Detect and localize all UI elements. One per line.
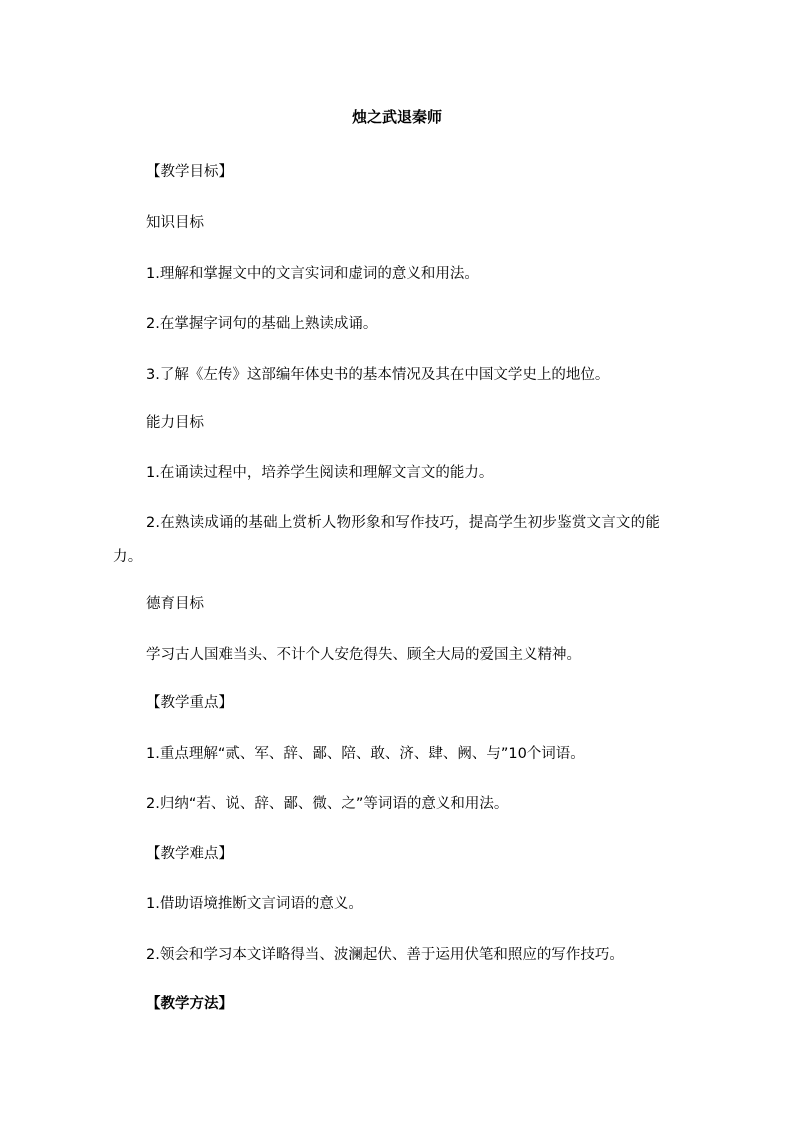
knowledge-item-1: 1.理解和掌握文中的文言实词和虚词的意义和用法。: [146, 266, 479, 282]
knowledge-objectives-heading: 知识目标: [146, 215, 204, 231]
difficulty-item-2: 2.领会和学习本文详略得当、波澜起伏、善于运用伏笔和照应的写作技巧。: [146, 947, 624, 963]
knowledge-item-3: 3.了解《左传》这部编年体史书的基本情况及其在中国文学史上的地位。: [146, 367, 610, 383]
section-heading-key-points: 【教学重点】: [146, 695, 233, 711]
ability-item-1: 1.在诵读过程中，培养学生阅读和理解文言文的能力。: [146, 465, 494, 481]
difficulty-item-1: 1.借助语境推断文言词语的意义。: [146, 896, 363, 912]
ability-objectives-heading: 能力目标: [146, 415, 204, 431]
key-point-1: 1.重点理解“贰、军、辞、鄙、陪、敢、济、肆、阙、与”10个词语。: [146, 746, 585, 762]
ability-item-2: 2.在熟读成诵的基础上赏析人物形象和写作技巧，提高学生初步鉴赏文言文的能力。: [113, 515, 661, 565]
key-point-2: 2.归纳“若、说、辞、鄙、微、之”等词语的意义和用法。: [146, 796, 509, 812]
moral-objectives-heading: 德育目标: [146, 596, 204, 612]
moral-objectives-text: 学习古人国难当头、不计个人安危得失、顾全大局的爱国主义精神。: [146, 647, 581, 663]
document-title: 烛之武退秦师: [351, 108, 442, 126]
section-heading-methods: 【教学方法】: [146, 996, 233, 1012]
section-heading-difficulties: 【教学难点】: [146, 846, 233, 862]
knowledge-item-2: 2.在掌握字词句的基础上熟读成诵。: [146, 316, 378, 332]
section-heading-objectives: 【教学目标】: [146, 164, 233, 180]
